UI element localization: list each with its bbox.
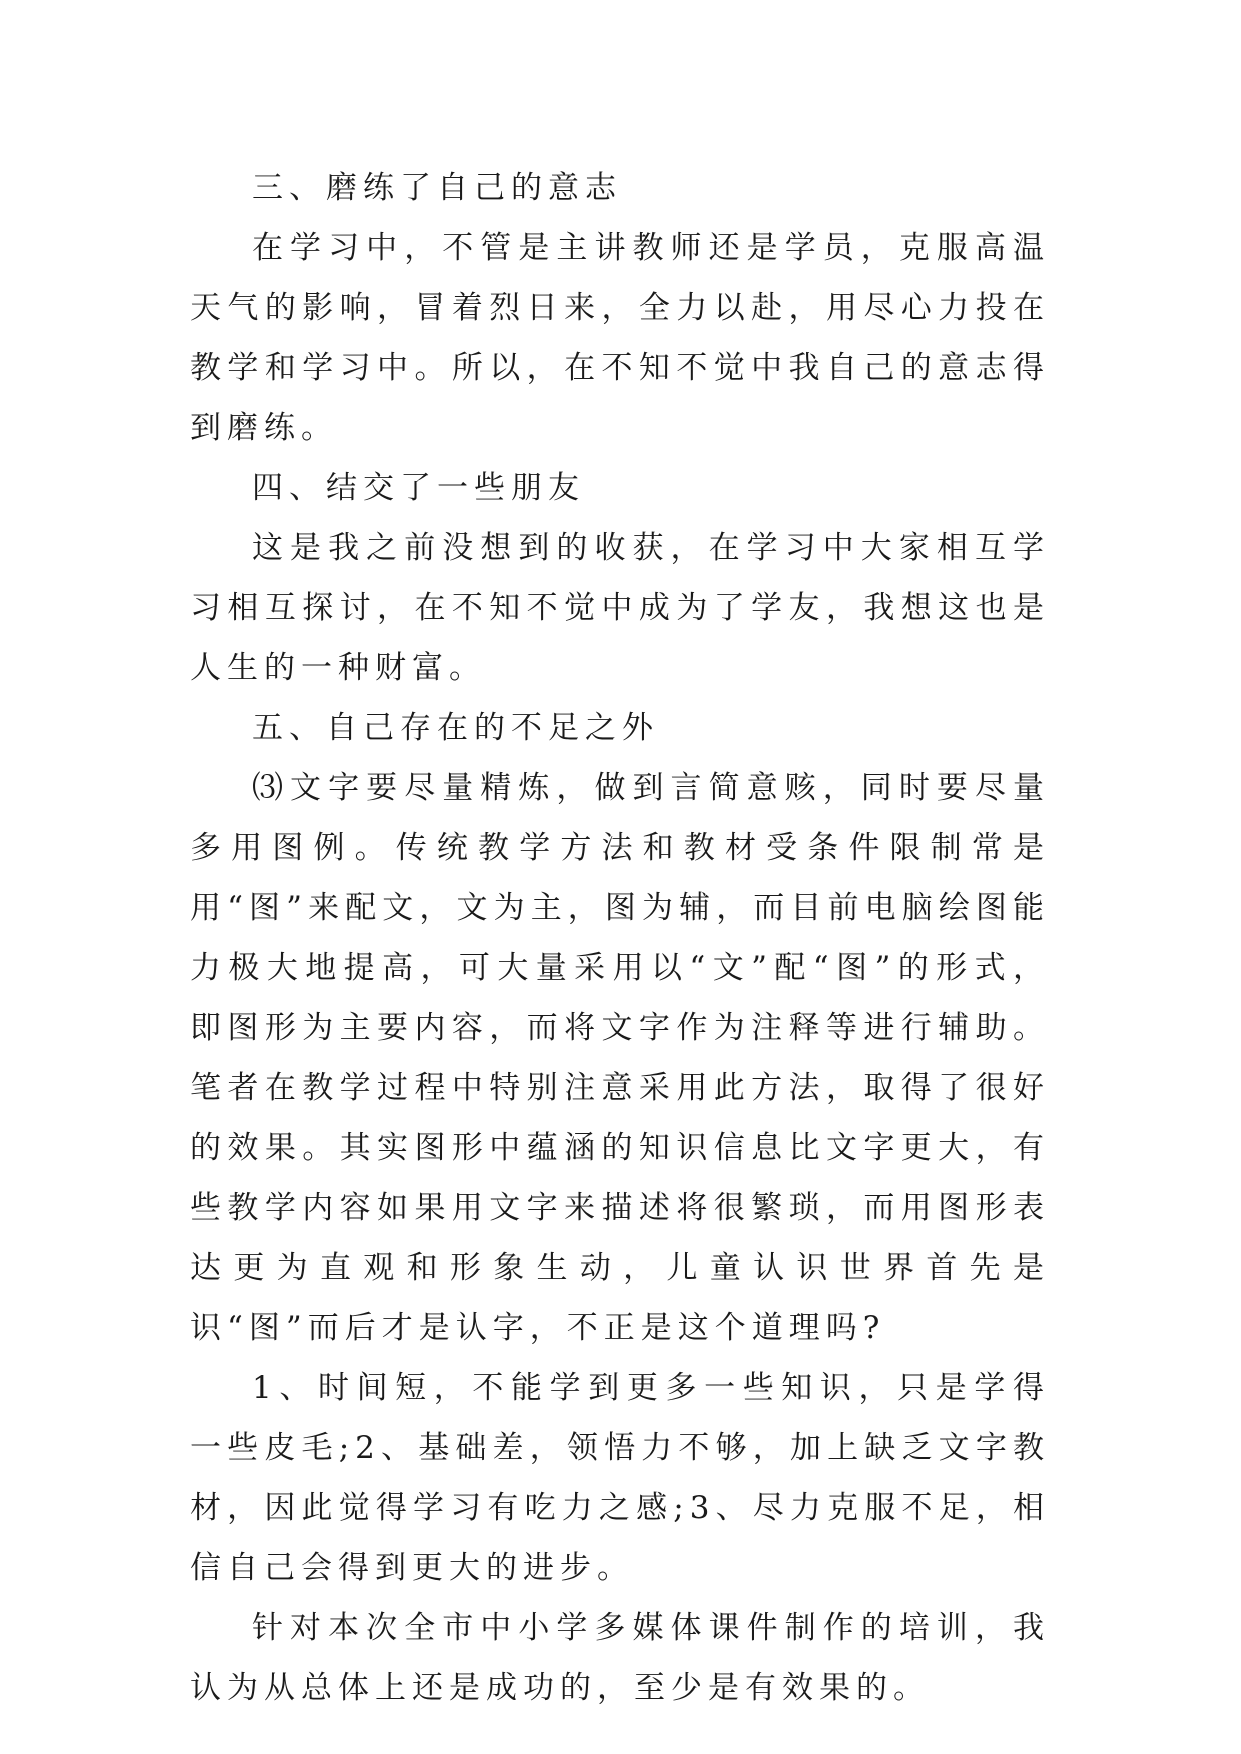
paragraph-shortcomings: 1、时间短，不能学到更多一些知识，只是学得一些皮毛;2、基础差，领悟力不够，加上缺乏文字教材，因此觉得学习有吃力之感;3、尽力克服不足，相信自己会得到更大的进步。 bbox=[190, 1370, 1050, 1586]
document-body bbox=[190, 158, 1050, 1718]
paragraph-willpower: 在学习中，不管是主讲教师还是学员，克服高温天气的影响，冒着烈日来，全力以赴，用尽心力投在教学和学习中。所以，在不知不觉中我自己的意志得到磨练。 bbox=[190, 230, 1050, 446]
paragraph-friends: 这是我之前没想到的收获，在学习中大家相互学习相互探讨，在不知不觉中成为了学友，我想这也是人生的一种财富。 bbox=[190, 530, 1050, 686]
section-heading-5: 五、自己存在的不足之外 bbox=[252, 710, 659, 746]
section-heading-4: 四、结交了一些朋友 bbox=[252, 470, 585, 506]
paragraph-text-refinement: ⑶文字要尽量精炼，做到言简意赅，同时要尽量多用图例。传统教学方法和教材受条件限制常是用“图”来配文，文为主，图为辅，而目前电脑绘图能力极大地提高，可大量采用以“文”配“图”的形式，即图形为主要内容，而将文字作为注释等进行辅助。笔者在教学过程中特别注意采用此方法，取得了很好的效果。其实图形中蕴涵的知识信息比文字更大，有些教学内容如果用文字来描述将很繁琐，而用图形表达更为直观和形象生动，儿童认识世界首先是识“图”而后才是认字，不正是这个道理吗? bbox=[190, 770, 1050, 1346]
section-heading-3: 三、磨练了自己的意志 bbox=[252, 170, 622, 206]
paragraph-conclusion: 针对本次全市中小学多媒体课件制作的培训，我认为从总体上还是成功的，至少是有效果的。 bbox=[190, 1610, 1050, 1706]
